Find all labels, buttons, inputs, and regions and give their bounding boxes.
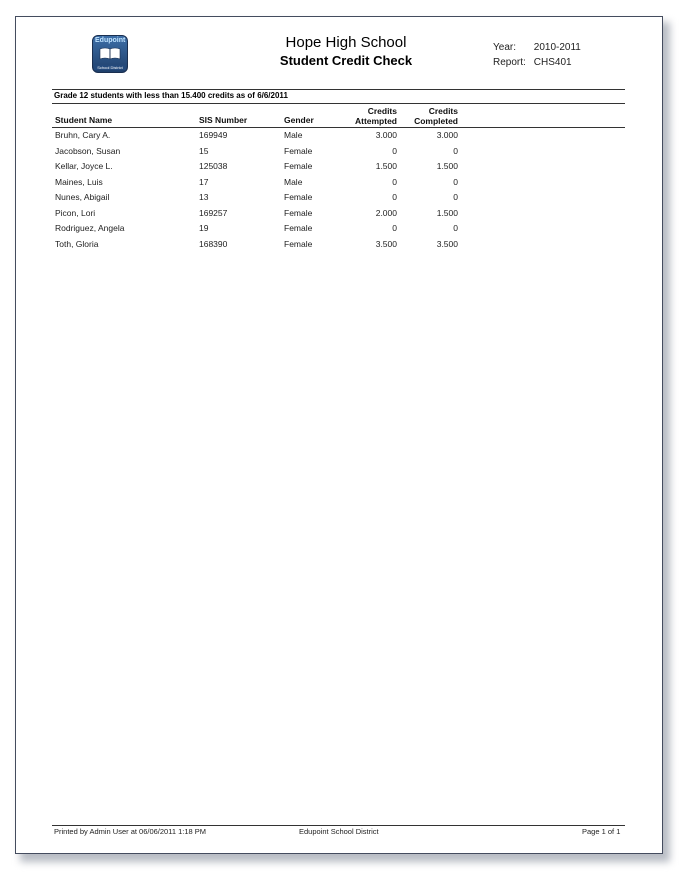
gender-cell: Female [284,145,313,156]
sis-number-cell: 17 [199,176,209,187]
credits-attempted-cell: 0 [392,223,397,233]
gender-cell: Male [284,130,303,140]
credits-completed-cell: 3.000 [436,130,458,140]
book-icon [99,47,121,60]
sis-number-cell: 19 [199,223,209,233]
year-field [493,42,581,53]
student-name-cell: Toth, Gloria [55,238,99,249]
report-value: CHS401 [533,57,572,68]
table-row [16,239,664,254]
column-header-completed-line1: Credits [428,106,458,116]
credits-completed-cell: 0 [453,145,458,156]
student-name-cell: Kellar, Joyce L. [55,161,113,171]
student-name-cell: Bruhn, Cary A. [55,130,111,140]
rule-subtitle [52,103,625,104]
report-page [15,16,663,854]
column-header-name: Student Name [55,115,113,125]
credits-completed-cell: 1.500 [436,207,458,218]
year-value: 2010-2011 [533,42,581,53]
student-name-cell: Jacobson, Susan [55,145,121,156]
credits-completed-cell: 0 [453,223,458,233]
column-header-attempted [334,106,397,126]
column-header-sis: SIS Number [199,115,248,125]
gender-cell: Female [284,161,313,171]
gender-cell: Female [284,223,313,233]
edupoint-logo [92,35,128,73]
credits-completed-cell: 0 [453,192,458,202]
credits-attempted-cell: 2.000 [375,207,397,218]
gender-cell: Female [284,207,313,218]
report-title: Student Credit Check [279,53,413,68]
credits-completed-cell: 1.500 [436,161,458,171]
footer-page-number: Page 1 of 1 [582,827,621,836]
credits-completed-cell: 3.500 [436,238,458,249]
footer-district: Edupoint School District [299,827,379,836]
table-row [16,146,664,161]
gender-cell: Female [284,192,313,202]
column-header-gender: Gender [284,115,314,125]
rule-footer [52,825,625,826]
student-name-cell: Rodriguez, Angela [55,223,125,233]
sis-number-cell: 125038 [199,161,228,171]
credits-completed-cell: 0 [453,176,458,187]
sis-number-cell: 15 [199,145,209,156]
school-name: Hope High School [285,34,407,51]
column-header-attempted-line1: Credits [367,106,397,116]
footer-printed-by: Printed by Admin User at 06/06/2011 1:18 PM [54,827,207,836]
rule-top [52,89,625,90]
column-header-completed-line2: Completed [414,116,458,126]
report-label: Report: [493,57,526,68]
sis-number-cell: 13 [199,192,209,202]
sis-number-cell: 169949 [199,130,228,140]
report-subtitle: Grade 12 students with less than 15.400 credits as of 6/6/2011 [54,91,288,100]
table-row [16,223,664,238]
sis-number-cell: 168390 [199,238,228,249]
student-name-cell: Nunes, Abigail [55,192,110,202]
credits-attempted-cell: 3.500 [375,238,397,249]
credits-attempted-cell: 3.000 [375,130,397,140]
report-id-field [493,57,572,68]
credits-attempted-cell: 0 [392,192,397,202]
column-header-attempted-line2: Attempted [354,116,397,126]
credits-attempted-cell: 0 [392,176,397,187]
sis-number-cell: 169257 [199,207,228,218]
table-row [16,192,664,207]
credits-attempted-cell: 1.500 [375,161,397,171]
table-row [16,208,664,223]
table-row [16,161,664,176]
gender-cell: Male [284,176,303,187]
year-label: Year: [493,42,516,53]
table-row [16,177,664,192]
student-name-cell: Maines, Luis [55,176,103,187]
student-name-cell: Picon, Lori [55,207,96,218]
table-row [16,130,664,145]
gender-cell: Female [284,238,313,249]
column-header-completed [400,106,458,126]
credits-attempted-cell: 0 [392,145,397,156]
rule-header [52,127,625,128]
logo-subtext: School District [94,65,126,70]
logo-brand: Edupoint [95,37,126,44]
